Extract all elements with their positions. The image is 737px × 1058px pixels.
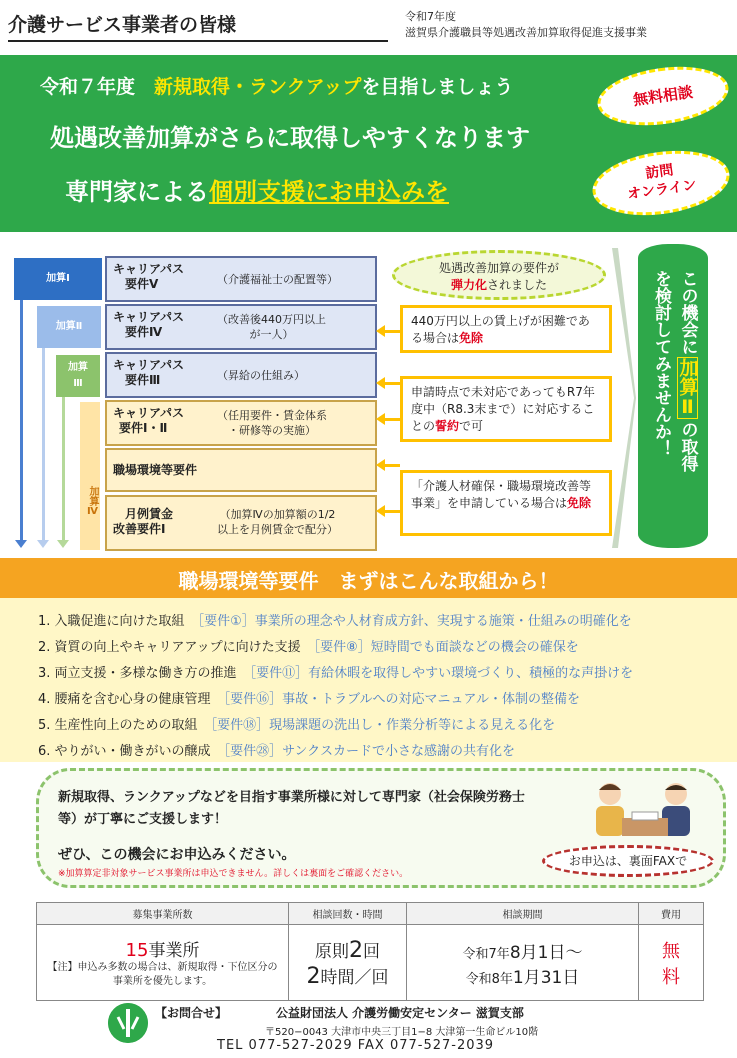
banner-year: 令和７年度 [40,76,136,98]
support-disclaimer: ※加算算定非対象サービス事業所は申込できません。詳しくは裏面をご確認ください。 [58,869,409,879]
tier-4-label: 加算Ⅳ [80,402,100,550]
period-start-date: 8月1日～ [509,942,583,963]
table-header: 募集事業所数 [37,903,289,925]
arrow-left [384,418,400,421]
step-requirement: ［要件⑪］有給休暇を取得しやすい環境づくり、積極的な声掛けを [249,666,634,681]
consult-times-cell [289,925,407,1001]
req-desc: （昇給の仕組み） [217,369,305,382]
banner-headline-3 [65,172,449,207]
table-header: 費用 [639,903,704,925]
period-end-date: 1月31日 [512,967,580,988]
requirement-career-iv [105,304,377,350]
recruitment-table [36,902,704,1001]
step-item [38,714,555,733]
consultation-illustration-icon [580,778,710,842]
flexibility-callout [392,250,606,300]
banner-expert: 専門家による [65,178,209,206]
banner-headline-1 [40,72,513,99]
req-title: 月例賃金 [125,507,174,521]
arrow-left [384,464,400,467]
cta-column-1 [676,270,698,472]
step-label: 4. 腰痛を含む心身の健康管理 [38,692,211,707]
fee-text-b: 料 [662,966,680,988]
note-highlight: 誓約 [435,419,460,433]
recruit-note: 【注】申込み多数の場合は、新規取得・下位区分の事業所を優先します。 [47,962,278,987]
cta-highlight: 加算Ⅱ [676,358,699,418]
tier-1-line [20,300,23,540]
requirement-career-i-ii [105,400,377,446]
contact-label: 【お問合せ】 [155,1006,228,1020]
step-requirement: ［要件①］事業所の理念や人材育成方針、実現する施策・仕組みの明確化を [197,614,632,629]
flex-tail: されました [487,278,548,292]
req-subtitle: 要件Ⅳ [125,325,163,339]
req-subtitle: 要件Ⅰ・Ⅱ [119,421,168,435]
note-exemption-440 [400,305,612,353]
banner-highlight: 新規取得・ランクアップ [154,76,362,98]
note-exemption-project [400,470,612,536]
step-label: 5. 生産性向上のための取組 [38,718,198,733]
banner-tail: を目指しましょう [361,76,514,98]
step-item [38,740,515,759]
req-desc: （加算Ⅳの加算額の1/2 [219,508,336,521]
note-text: 440万円以上の賃上げが困難である場合は [411,314,590,345]
support-description: 新規取得、ランクアップなどを目指す事業所様に対して専門家（社会保険労務士等）が丁寧にご支援します！ [58,790,525,827]
requirement-workplace [105,448,377,492]
step-label: 6. やりがい・働きがいの醸成 [38,744,211,759]
times-prefix: 原則 [315,941,349,962]
table-header: 相談期間 [407,903,639,925]
tier-3-label-b: Ⅲ [73,378,83,389]
fee-text-a: 無 [662,940,680,962]
period-end-year: 令和8年 [465,971,513,987]
tier-1-label: 加算Ⅰ [14,258,102,300]
req-title: 職場環境等要件 [113,463,198,477]
table-row [37,925,704,1001]
table-header: 相談回数・時間 [289,903,407,925]
step-item [38,662,633,681]
req-title: キャリアパス [113,310,185,324]
contact-organization: 公益財団法人 介護労働安定センター 滋賀支部 [276,1006,524,1020]
apply-by-fax-badge: お申込は、裏面FAXで [542,845,714,877]
tier-3-label-a: 加算 [68,362,88,373]
cta-text-a: この機会に [677,270,698,355]
table-header-row [37,903,704,925]
step-requirement: ［要件⑧］短時間でも面談などの機会の確保を [313,640,579,655]
step-requirement: ［要件⑱］現場課題の洗出し・作業分析等による見える化を [210,718,556,733]
tier-3-arrowhead [57,540,69,548]
arrow-left [384,382,400,385]
note-highlight: 免除 [459,331,484,345]
flex-text: 処遇改善加算の要件が [438,261,559,275]
visit-label: 訪問 [644,162,675,182]
arrow-left [384,510,400,513]
tier-2-line [42,348,45,540]
req-subtitle: 要件Ⅲ [125,373,161,387]
cta-text-c: の取得 [677,421,698,472]
req-desc: （改善後440万円以上 [217,313,326,326]
req-subtitle: 要件Ⅴ [125,277,159,291]
req-desc-2: が一人） [249,328,294,341]
note-text: 「介護人材確保・職場環境改善等事業」を申請している場合は [411,479,592,510]
tier-2-label: 加算Ⅱ [37,306,101,348]
step-label: 3. 両立支援・多様な働き方の推進 [38,666,237,681]
title-rule [8,40,388,42]
contact-phone-fax: TEL 077-527-2029 FAX 077-527-2039 [217,1038,495,1053]
tier-3-label [56,355,100,397]
online-label: オンライン [626,177,698,203]
requirement-career-v [105,256,377,302]
requirement-monthly-wage [105,495,377,551]
req-title: キャリアパス [113,406,185,420]
section-title: 職場環境等要件 まずはこんな取組から！ [178,569,559,593]
organization-logo-icon [108,1003,148,1043]
note-text: 申請時点で未対応であってもR7年度中（R8.3末まで）に対応することの [411,385,595,433]
recruit-count-unit: 事業所 [148,941,200,961]
recruit-count: 15 [125,940,149,961]
banner-apply: 個別支援にお申込みを [209,178,449,206]
times-unit: 回 [363,941,380,962]
req-title: キャリアパス [113,358,185,372]
req-desc: （任用要件・賃金体系 [217,409,327,422]
req-desc-2: 以上を月例賃金で配分） [217,523,338,536]
step-item [38,636,579,655]
flex-highlight: 弾力化 [450,278,487,292]
fiscal-year: 令和7年度 [405,10,456,23]
requirement-career-iii [105,352,377,398]
step-label: 2. 資質の向上やキャリアアップに向けた支援 [38,640,301,655]
note-pledge [400,376,612,442]
recruit-count-cell [37,925,289,1001]
hours-value: 2 [306,963,321,989]
req-title: キャリアパス [113,262,185,276]
chevron-right-icon [612,248,636,548]
cta-column-2: を検討してみませんか！ [651,270,671,457]
consult-period-cell [407,925,639,1001]
page-title: 介護サービス事業者の皆様 [8,14,237,36]
tier-3-line [62,397,65,540]
free-consultation-badge: 無料相談 [594,59,733,133]
req-subtitle: 改善要件Ⅰ [113,522,166,536]
step-requirement: ［要件⑯］事故・トラブルへの対応マニュアル・体制の整備を [223,692,581,707]
banner-headline-2: 処遇改善加算がさらに取得しやすくなります [50,124,530,152]
req-desc-2: ・研修等の実施） [228,424,316,437]
project-name: 滋賀県介護職員等処遇改善加算取得促進支援事業 [405,26,647,39]
note-highlight: 免除 [567,496,592,510]
fee-cell [639,925,704,1001]
step-label: 1. 入職促進に向けた取組 [38,614,185,629]
tier-1-arrowhead [15,540,27,548]
period-start-year: 令和7年 [462,946,510,962]
step-item [38,610,632,629]
tier-2-arrowhead [37,540,49,548]
hours-unit: 時間／回 [320,967,389,988]
step-requirement: ［要件㉘］サンクスカードで小さな感謝の共有化を [223,744,516,759]
times-value: 2 [349,937,363,963]
req-desc: （介護福祉士の配置等） [217,273,338,286]
contact-address: 〒520−0043 大津市中央三丁目1−8 大津第一生命ビル10階 [265,1027,539,1038]
support-call-to-apply: ぜひ、この機会にお申込みください。 [58,847,296,863]
call-to-action-cylinder [638,244,708,548]
arrow-left [384,330,400,333]
step-item [38,688,580,707]
note-tail: で可 [459,419,484,433]
